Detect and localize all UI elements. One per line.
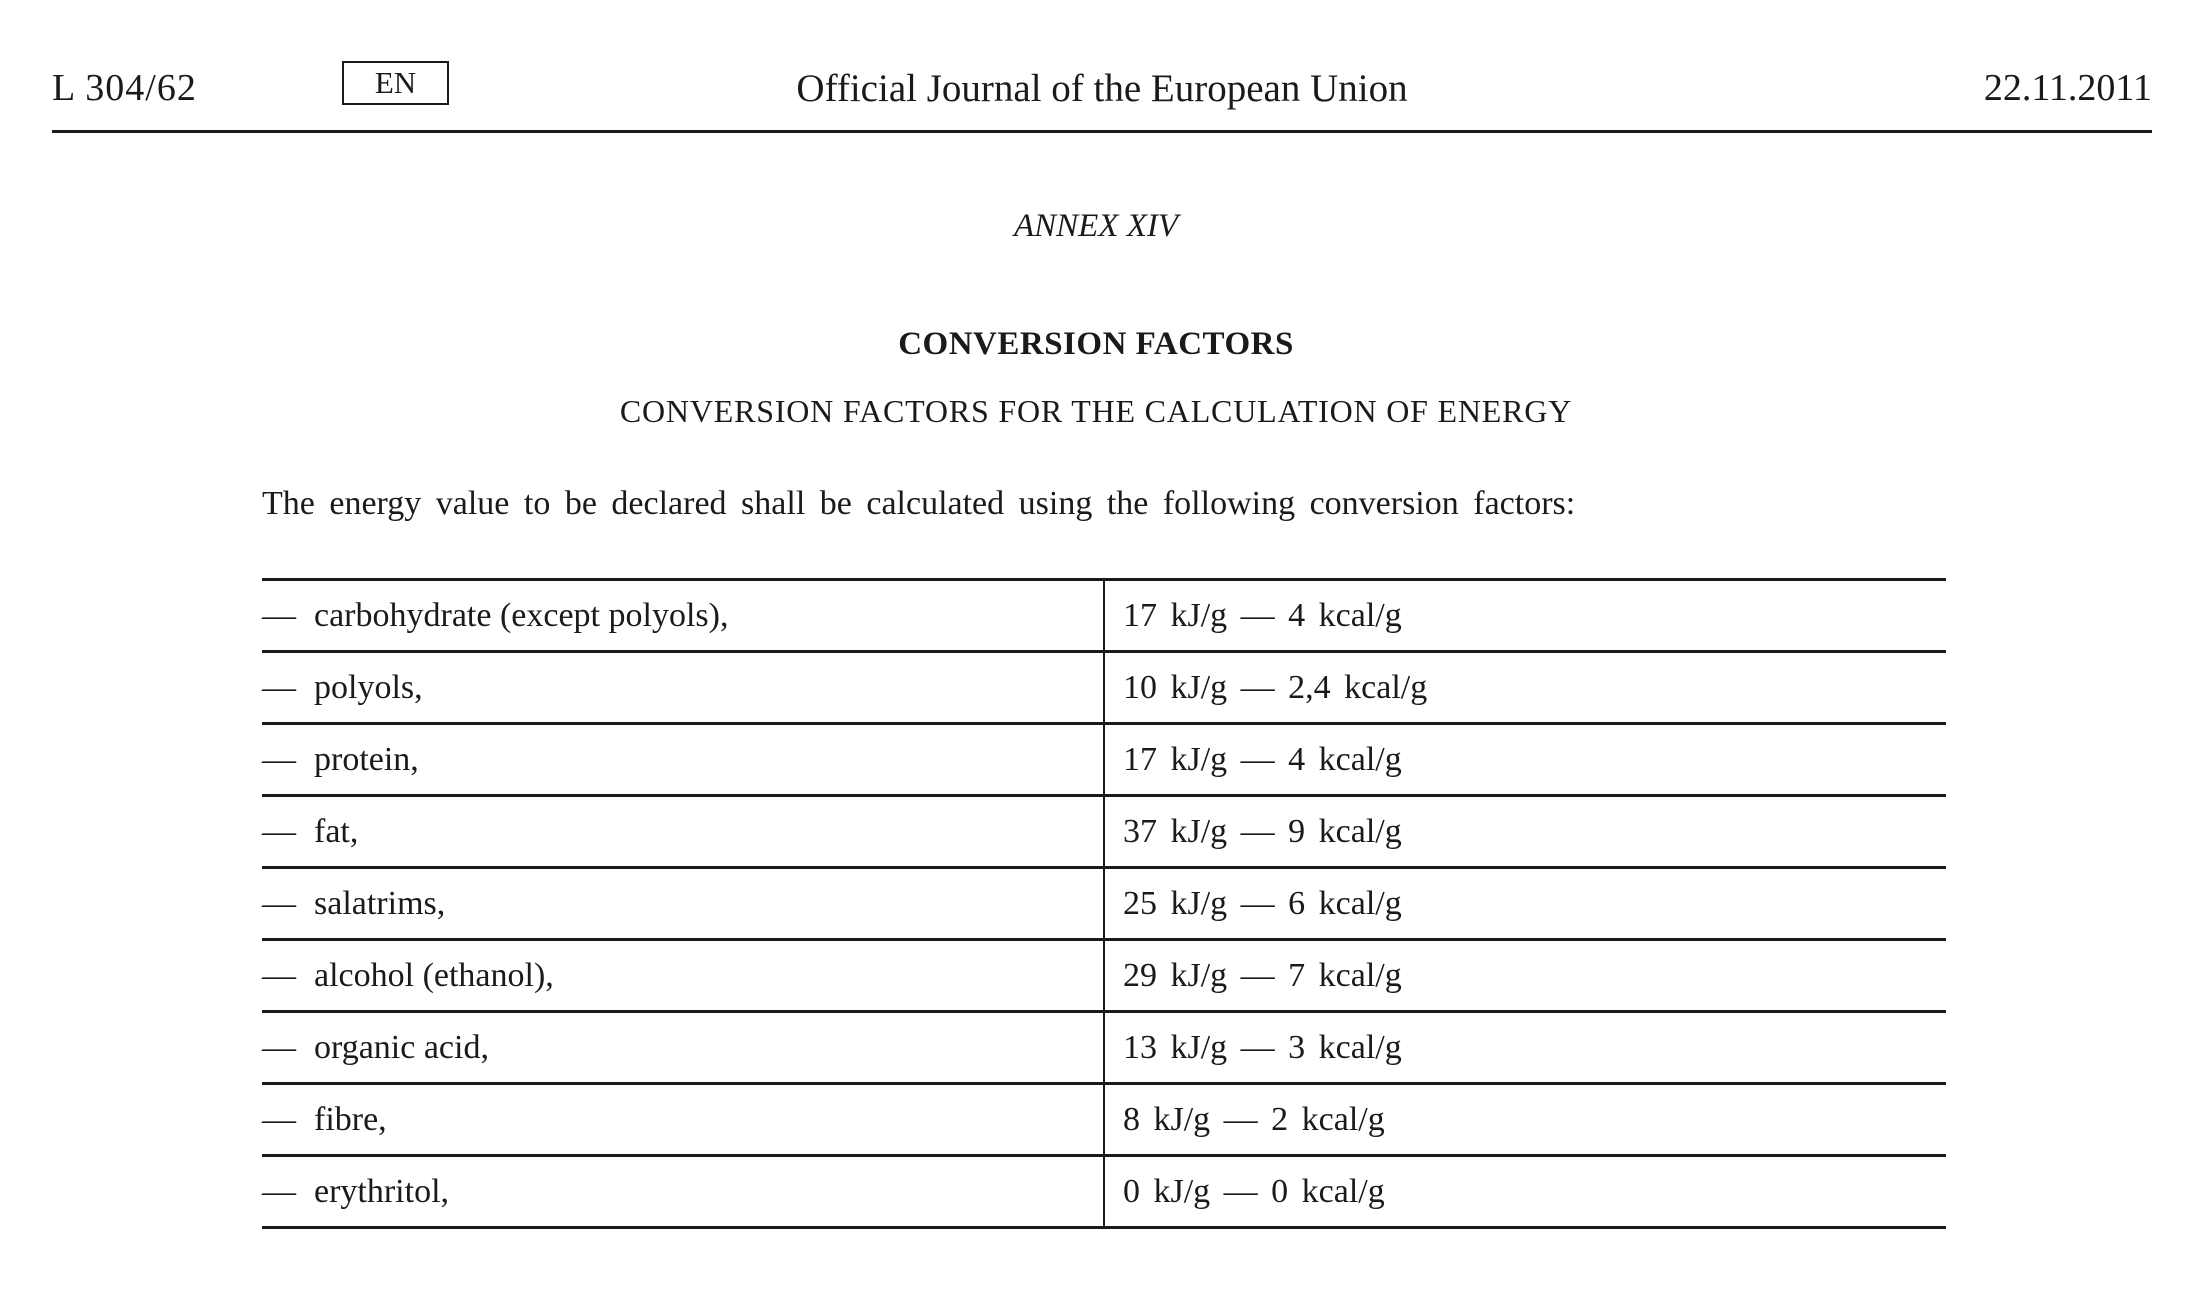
factor-cell: 17 kJ/g — 4 kcal/g <box>1104 724 1946 796</box>
table-row <box>262 868 1946 940</box>
conversion-factors-table <box>262 578 1946 1229</box>
nutrient-cell <box>262 940 1104 1012</box>
list-dash: — <box>262 956 296 994</box>
factor-cell: 0 kJ/g — 0 kcal/g <box>1104 1156 1946 1228</box>
factor-cell: 29 kJ/g — 7 kcal/g <box>1104 940 1946 1012</box>
nutrient-name: alcohol (ethanol), <box>314 956 554 994</box>
nutrient-cell <box>262 796 1104 868</box>
table-row <box>262 580 1946 652</box>
list-dash: — <box>262 596 296 634</box>
nutrient-cell <box>262 580 1104 652</box>
list-dash: — <box>262 1100 296 1138</box>
annex-title: CONVERSION FACTORS <box>898 326 1294 362</box>
language-badge: EN <box>342 61 449 105</box>
table-row <box>262 940 1946 1012</box>
list-dash: — <box>262 668 296 706</box>
table-row <box>262 652 1946 724</box>
list-dash: — <box>262 1172 296 1210</box>
factor-cell: 10 kJ/g — 2,4 kcal/g <box>1104 652 1946 724</box>
nutrient-name: fibre, <box>314 1100 387 1138</box>
nutrient-name: protein, <box>314 740 419 778</box>
annex-subtitle: CONVERSION FACTORS FOR THE CALCULATION OF ENERGY <box>619 393 1573 429</box>
table-row <box>262 796 1946 868</box>
annex-label: ANNEX XIV <box>1013 208 1179 244</box>
publication-date: 22.11.2011 <box>1983 67 2152 109</box>
nutrient-cell <box>262 1156 1104 1228</box>
list-dash: — <box>262 1028 296 1066</box>
nutrient-cell <box>262 1012 1104 1084</box>
nutrient-name: organic acid, <box>314 1028 489 1066</box>
table-row <box>262 724 1946 796</box>
table-row <box>262 1012 1946 1084</box>
nutrient-name: erythritol, <box>314 1172 450 1210</box>
factor-cell: 37 kJ/g — 9 kcal/g <box>1104 796 1946 868</box>
factor-cell: 13 kJ/g — 3 kcal/g <box>1104 1012 1946 1084</box>
factor-cell: 8 kJ/g — 2 kcal/g <box>1104 1084 1946 1156</box>
list-dash: — <box>262 812 296 850</box>
nutrient-name: carbohydrate (except polyols), <box>314 596 729 634</box>
journal-header <box>52 58 2152 133</box>
nutrient-cell <box>262 652 1104 724</box>
nutrient-cell <box>262 868 1104 940</box>
table-row <box>262 1084 1946 1156</box>
journal-title: Official Journal of the European Union <box>796 67 1408 110</box>
intro-paragraph: The energy value to be declared shall be calculated using the following conversion factors: <box>262 485 1576 522</box>
nutrient-cell <box>262 1084 1104 1156</box>
factor-cell: 17 kJ/g — 4 kcal/g <box>1104 580 1946 652</box>
list-dash: — <box>262 740 296 778</box>
nutrient-name: polyols, <box>314 668 423 706</box>
list-dash: — <box>262 884 296 922</box>
page-reference: L 304/62 <box>52 67 197 109</box>
nutrient-name: fat, <box>314 812 359 850</box>
nutrient-name: salatrims, <box>314 884 446 922</box>
table-row <box>262 1156 1946 1228</box>
factor-cell: 25 kJ/g — 6 kcal/g <box>1104 868 1946 940</box>
nutrient-cell <box>262 724 1104 796</box>
